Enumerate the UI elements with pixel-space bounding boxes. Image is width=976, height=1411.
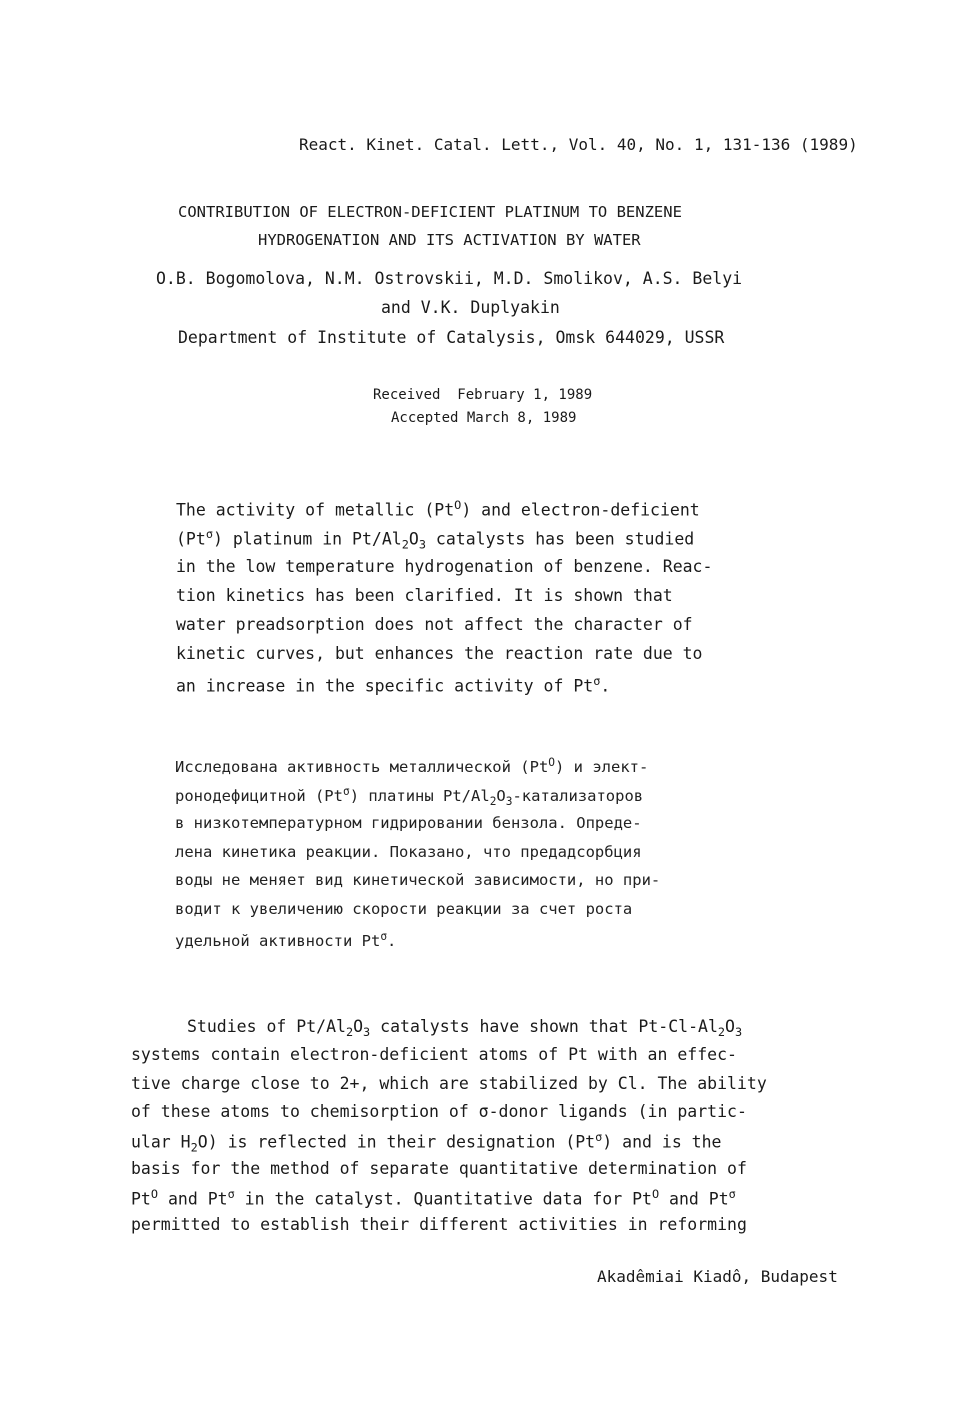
abstract-ru-line: водит к увеличению скорости реакции за счет роста — [175, 900, 633, 918]
abstract-ru-line: лена кинетика реакции. Показано, что предадсорбция — [175, 843, 642, 861]
abstract-en-line: tion kinetics has been clarified. It is shown that — [176, 586, 673, 605]
body-line: Studies of $Pt/Al_2O_3$ catalysts have shown that $Pt-Cl-Al_2O_3$ — [187, 1017, 743, 1040]
affiliation: Department of Institute of Catalysis, Omsk 644029, USSR — [178, 328, 725, 347]
abstract-en-line: an increase in the specific activity of $Pt^\sigma$. — [176, 674, 611, 696]
body-line: of these atoms to chemisorption of σ-donor ligands (in partic- — [131, 1102, 747, 1121]
publisher-footer: Akadêmiai Kiadô, Budapest — [597, 1267, 838, 1286]
abstract-en-line: kinetic curves, but enhances the reaction rate due to — [176, 644, 703, 663]
paper-title-line-2: HYDROGENATION AND ITS ACTIVATION BY WATER — [258, 231, 641, 249]
body-line: permitted to establish their different activities in reforming — [131, 1215, 747, 1234]
abstract-en-line: water preadsorption does not affect the character of — [176, 615, 693, 634]
body-line: $Pt^O$ and $Pt^\sigma$ in the catalyst. Quantitative data for $Pt^O$ and $Pt^\sigma$ — [131, 1187, 736, 1209]
body-line: basis for the method of separate quantitative determination of — [131, 1159, 747, 1178]
body-line: ular $H_2O$) is reflected in their designation $(Pt^\sigma)$ and is the — [131, 1130, 722, 1155]
authors-line-2: and V.K. Duplyakin — [381, 298, 560, 317]
abstract-ru-line: Исследована активность металлической $(Pt^O)$ и элект- — [175, 756, 649, 777]
authors-line-1: O.B. Bogomolova, N.M. Ostrovskii, M.D. Smolikov, A.S. Belyi — [156, 269, 743, 288]
paper-title-line-1: CONTRIBUTION OF ELECTRON-DEFICIENT PLATINUM TO BENZENE — [178, 203, 682, 221]
abstract-en-line: in the low temperature hydrogenation of benzene. Reac- — [176, 557, 713, 576]
accepted-date: Accepted March 8, 1989 — [391, 410, 577, 426]
journal-citation: React. Kinet. Catal. Lett., Vol. 40, No. 1, 131-136 (1989) — [299, 135, 858, 154]
received-date: Received February 1, 1989 — [373, 387, 593, 403]
abstract-ru-line: ронодефицитной $(Pt^\sigma)$ платины $Pt/Al_2O_3$-катализаторов — [175, 785, 644, 809]
abstract-en-line: The activity of metallic $(Pt^O)$ and electron-deficient — [176, 498, 700, 520]
abstract-ru-line: в низкотемпературном гидрировании бензола. Опреде- — [175, 814, 642, 832]
abstract-en-line: $(Pt^\sigma)$ platinum in $Pt/Al_2O_3$ catalysts has been studied — [176, 527, 695, 552]
body-line: tive charge close to 2+, which are stabilized by Cl. The ability — [131, 1074, 767, 1093]
abstract-ru-line: удельной активности $Pt^\sigma$. — [175, 930, 397, 951]
body-line: systems contain electron-deficient atoms of Pt with an effec- — [131, 1045, 737, 1064]
abstract-ru-line: воды не меняет вид кинетической зависимости, но при- — [175, 871, 661, 889]
